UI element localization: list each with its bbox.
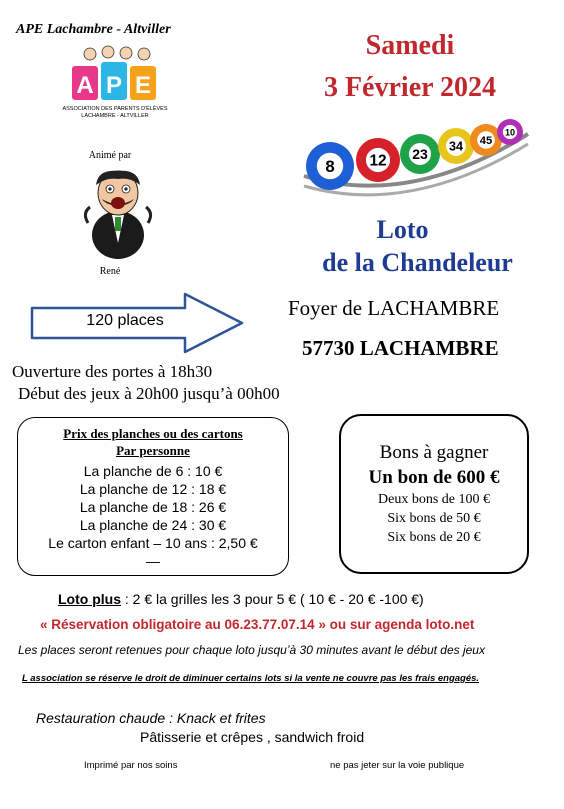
no-litter-notice: ne pas jeter sur la voie publique (330, 760, 465, 771)
prizes-title: Bons à gagner (379, 442, 489, 463)
places-retention-note: Les places seront retenues pour chaque loto jusqu’à 30 minutes avant le début des jeux (18, 643, 485, 657)
price-row: La planche de 12 : 18 € (79, 481, 227, 497)
lottery-ball (306, 142, 354, 190)
lottery-balls-illustration (300, 116, 532, 200)
loto-plus-label: Loto plus (58, 591, 121, 607)
host-name: René (99, 266, 121, 277)
loto-plus-text: : 2 € la grilles les 3 pour 5 € ( 10 € - 20 € -100 €) (121, 591, 424, 607)
logo-letter-a: A (76, 72, 94, 99)
price-row: La planche de 6 : 10 € (83, 463, 223, 479)
logo-location-line: LACHAMBRE - ALTVILLER (81, 113, 149, 119)
price-row: Le carton enfant – 10 ans : 2,50 € (48, 535, 258, 551)
prize-item: Six bons de 50 € (387, 511, 481, 526)
lottery-ball-number: 8 (325, 157, 335, 176)
lottery-ball-number: 12 (369, 152, 387, 170)
lottery-ball (356, 138, 400, 182)
lots-disclaimer: L association se réserve le droit de diminuer certains lots si la vente ne couvre pas les frais engagés. (22, 673, 480, 684)
host-cartoon-icon (78, 163, 158, 261)
lottery-ball (438, 128, 474, 164)
lottery-ball (497, 119, 523, 145)
event-day: Samedi (365, 30, 455, 61)
event-title-chandeleur: de la Chandeleur (322, 248, 513, 277)
reservation-notice: « Réservation obligatoire au 06.23.77.07.14 » ou sur agenda loto.net (40, 617, 475, 632)
event-title-loto: Loto (376, 215, 429, 244)
price-row: La planche de 18 : 26 € (79, 499, 227, 515)
logo-letter-p: P (105, 72, 123, 99)
prize-main: Un bon de 600 € (368, 467, 500, 488)
prize-item: Six bons de 20 € (387, 530, 481, 545)
doors-opening: Ouverture des portes à 18h30 (12, 362, 213, 381)
price-row: La planche de 24 : 30 € (79, 517, 227, 533)
lottery-ball (470, 124, 502, 156)
lottery-ball-number: 10 (504, 127, 516, 138)
places-count: 120 places (86, 312, 164, 329)
pastry-food: Pâtisserie et crêpes , sandwich froid (140, 729, 365, 745)
ape-logo (60, 44, 170, 140)
lottery-ball-number: 45 (479, 135, 493, 147)
lottery-ball-number: 34 (448, 139, 464, 154)
organization-name: APE Lachambre - Altviller (16, 22, 171, 37)
event-date: 3 Février 2024 (323, 72, 497, 103)
lottery-ball (400, 134, 440, 174)
price-box-title: Prix des planches ou des cartons (63, 426, 243, 441)
price-dash: — (146, 553, 160, 569)
games-start: Début des jeux à 20h00 jusqu’à 00h00 (18, 384, 280, 403)
logo-association-line: ASSOCIATION DES PARENTS D'ÉLÈVES (62, 106, 168, 112)
venue-address: 57730 LACHAMBRE (302, 336, 499, 360)
logo-letter-e: E (134, 72, 152, 99)
venue-name: Foyer de LACHAMBRE (288, 296, 500, 320)
price-box-subtitle: Par personne (116, 443, 190, 458)
price-box (17, 417, 289, 576)
printed-by: Imprimé par nos soins (84, 760, 178, 771)
children-logo-icon (60, 44, 170, 106)
hot-food: Restauration chaude : Knack et frites (36, 710, 266, 726)
animated-by-label: Animé par (88, 150, 132, 161)
lottery-ball-number: 23 (412, 146, 428, 162)
prizes-box (339, 414, 529, 574)
prize-item: Deux bons de 100 € (378, 492, 490, 507)
loto-plus-line (58, 591, 424, 607)
